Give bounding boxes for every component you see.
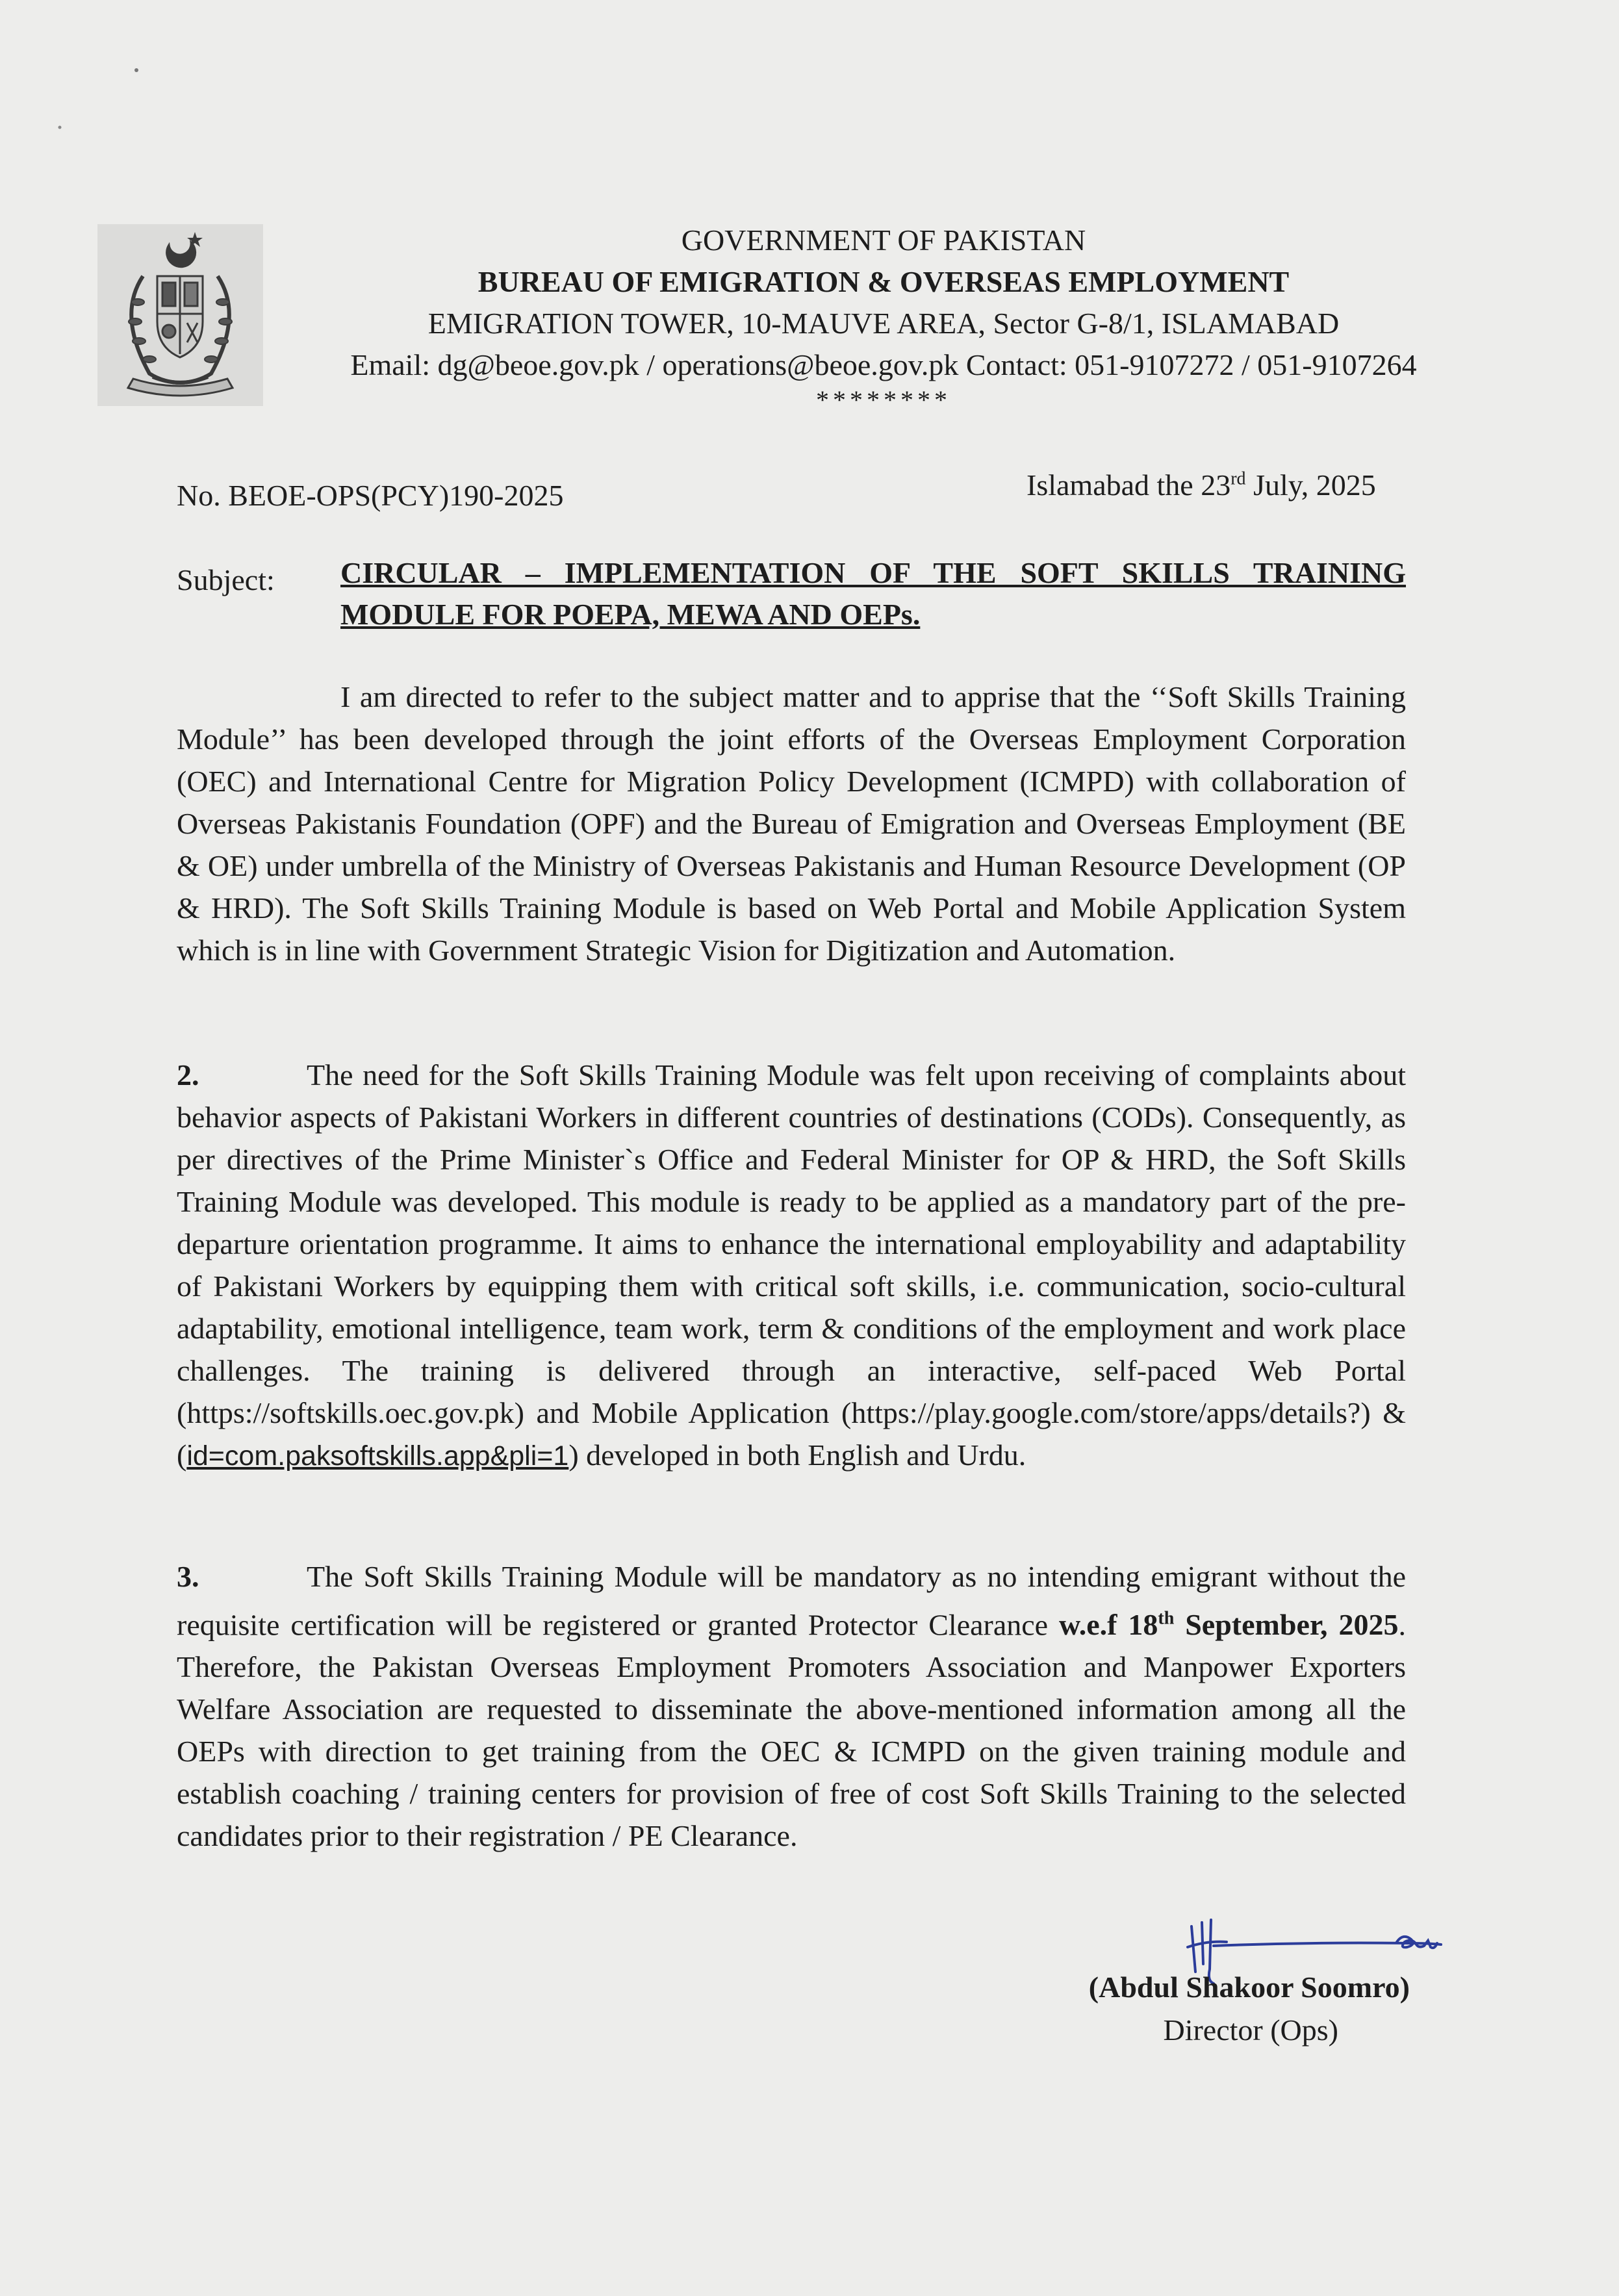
effective-date: [1059, 1608, 1398, 1641]
paragraph-3-text: The Soft Skills Training Module will be mandatory as no intending emigrant without the requisite certification will be registered or granted Protector Clearance: [177, 1560, 1406, 1642]
letterhead-address: EMIGRATION TOWER, 10-MAUVE AREA, Sector G-8/1, ISLAMABAD: [427, 307, 1340, 340]
paragraph-3: [177, 1555, 1406, 1857]
date-ordinal: rd: [1230, 468, 1246, 489]
paragraph-2-end: ) developed in both English and Urdu.: [568, 1438, 1026, 1472]
subject-heading: [340, 552, 1406, 635]
letter-date: [1026, 468, 1376, 502]
effective-date-ordinal: th: [1158, 1609, 1175, 1629]
letterhead-bureau: BUREAU OF EMIGRATION & OVERSEAS EMPLOYMENT: [478, 265, 1290, 298]
paragraph-3-end: . Therefore, the Pakistan Overseas Employment Promoters Association and Manpower Exporters Welfare Association are requested to disseminate the above-mentioned information among all the OEPs with direction to get training from the OEC & ICMPD on the given training module and establish coaching / training centers for provision of free of cost Soft Skills Training to the selected candidates prior to their registration / PE Clearance.: [177, 1608, 1406, 1853]
letterhead-government: GOVERNMENT OF PAKISTAN: [681, 223, 1086, 257]
subject-label: Subject:: [177, 563, 275, 596]
paragraph-2: [177, 1054, 1406, 1477]
subject-line-1: CIRCULAR – IMPLEMENTATION OF THE SOFT SKILLS TRAINING: [340, 556, 1406, 589]
effective-date-start: w.e.f 18: [1059, 1608, 1158, 1642]
state-emblem-icon: [97, 224, 263, 406]
paragraph-3-number: 3.: [177, 1560, 199, 1593]
paragraph-1: I am directed to refer to the subject matter and to apprise that the ‘‘Soft Skills Training Module’’ has been developed through the joint efforts of the Overseas Employment Corporation (OEC) and International Centre for Migration Policy Development (ICMPD) with collaboration of Overseas Pakistanis Foundation (OPF) and the Bureau of Emigration and Overseas Employment (BE & OE) under umbrella of the Ministry of Overseas Pakistanis and Human Resource Development (OP & HRD). The Soft Skills Training Module is based on Web Portal and Mobile Application System which is in line with Government Strategic Vision for Digitization and Automation.: [177, 680, 1406, 967]
date-suffix: July, 2025: [1245, 468, 1376, 502]
subject-line-2: MODULE FOR POEPA, MEWA AND OEPs.: [340, 598, 921, 631]
letterhead-separator: ********: [816, 385, 951, 415]
signatory-name: (Abdul Shakoor Soomro): [1088, 1971, 1410, 2004]
paragraph-2-number: 2.: [177, 1058, 199, 1091]
app-link[interactable]: id=com.paksoftskills.app&pli=1: [186, 1440, 569, 1472]
date-prefix: Islamabad the 23: [1026, 468, 1231, 502]
signatory-title: Director (Ops): [1163, 2013, 1338, 2047]
reference-number: No. BEOE-OPS(PCY)190-2025: [177, 479, 564, 512]
effective-date-end: September, 2025: [1174, 1608, 1399, 1642]
letterhead: [279, 220, 1488, 413]
letterhead-contact: Email: dg@beoe.gov.pk / operations@beoe.gov.pk Contact: 051-9107272 / 051-9107264: [350, 348, 1417, 381]
paragraph-2-text: The need for the Soft Skills Training Module was felt upon receiving of complaints about behavior aspects of Pakistani Workers in different countries of destinations (CODs). Consequently, as per directives of the Prime Minister`s Office and Federal Minister for OP & HRD, the Soft Skills Training Module was developed. This module is ready to be applied as a mandatory part of the pre-departure orientation programme. It aims to enhance the international employability and adaptability of Pakistani Workers by equipping them with critical soft skills, i.e. communication, socio-cultural adaptability, emotional intelligence, team work, term & conditions of the employment and work place challenges. The training is delivered through an interactive, self-paced Web Portal (https://softskills.oec.gov.pk) and Mobile Application (https://play.google.com/store/apps/details?) & (: [177, 1058, 1406, 1472]
